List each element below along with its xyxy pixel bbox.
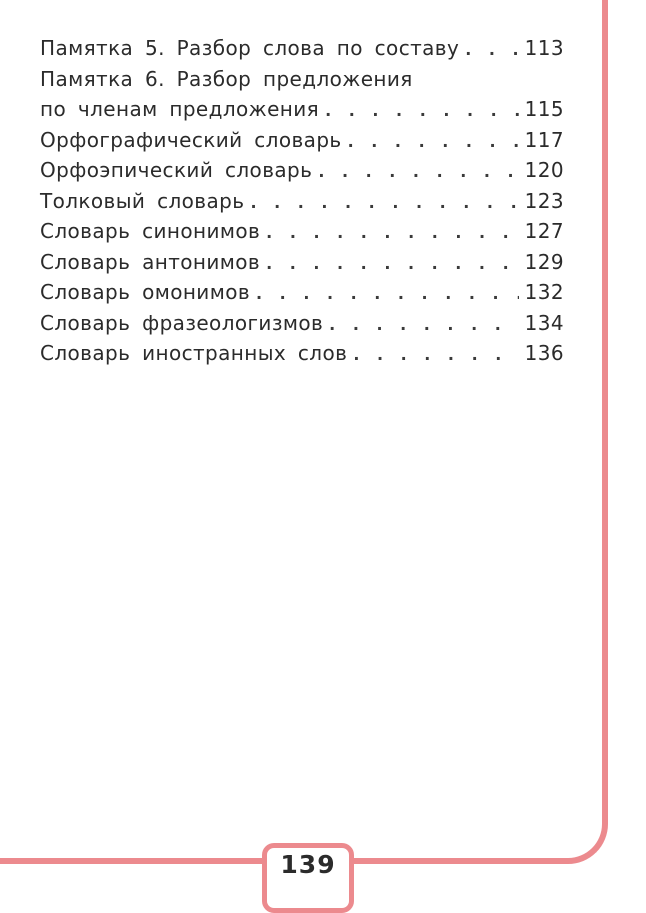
toc-entry-title: Орфоэпический словарь	[40, 158, 313, 182]
toc-entry-page: 115	[524, 97, 564, 121]
dot-leader	[250, 188, 518, 219]
page-number-tab	[262, 843, 354, 913]
dot-leader	[266, 218, 518, 249]
toc-entry-title: Памятка 5. Разбор слова по составу	[40, 36, 460, 60]
table-of-contents	[40, 33, 564, 369]
toc-entry-page: 134	[524, 310, 564, 335]
toc-entry-page: 132	[524, 280, 564, 304]
dot-leader	[325, 96, 519, 127]
dot-leader	[318, 157, 518, 188]
toc-entry[interactable]	[40, 308, 564, 339]
toc-entry-title: Орфографический словарь	[40, 127, 342, 152]
page-number: 139	[280, 850, 336, 879]
toc-entry-page: 117	[524, 127, 564, 152]
toc-entry-title: Толковый словарь	[40, 188, 245, 213]
toc-entry-page: 123	[524, 188, 564, 213]
toc-entry-title: по членам предложения	[40, 97, 320, 121]
toc-entry[interactable]	[40, 125, 564, 156]
toc-entry[interactable]	[40, 186, 564, 217]
toc-entry[interactable]	[40, 33, 564, 64]
dot-leader	[348, 127, 519, 158]
toc-entry-page: 136	[524, 341, 564, 365]
toc-entry-title: Словарь фразеологизмов	[40, 310, 324, 335]
toc-entry-title: Словарь синонимов	[40, 219, 261, 243]
dot-leader	[465, 35, 518, 66]
toc-entry-page: 113	[524, 36, 564, 60]
toc-entry-title: Словарь омонимов	[40, 280, 251, 304]
toc-entry[interactable]	[40, 155, 564, 186]
toc-entry-page: 129	[524, 249, 564, 274]
toc-entry[interactable]	[40, 247, 564, 278]
toc-entry[interactable]	[40, 338, 564, 369]
toc-entry-title: Словарь иностранных слов	[40, 341, 348, 365]
toc-entry[interactable]	[40, 94, 564, 125]
toc-entry-page: 120	[524, 158, 564, 182]
dot-leader	[256, 279, 519, 310]
dot-leader	[266, 249, 519, 280]
dot-leader	[353, 340, 518, 371]
toc-entry-title: Памятка 6. Разбор предложения	[40, 66, 413, 91]
toc-entry-title: Словарь антонимов	[40, 249, 261, 274]
toc-entry[interactable]	[40, 277, 564, 308]
toc-entry[interactable]	[40, 216, 564, 247]
toc-entry-page: 127	[524, 219, 564, 243]
toc-entry[interactable]	[40, 64, 564, 95]
dot-leader	[329, 310, 518, 341]
